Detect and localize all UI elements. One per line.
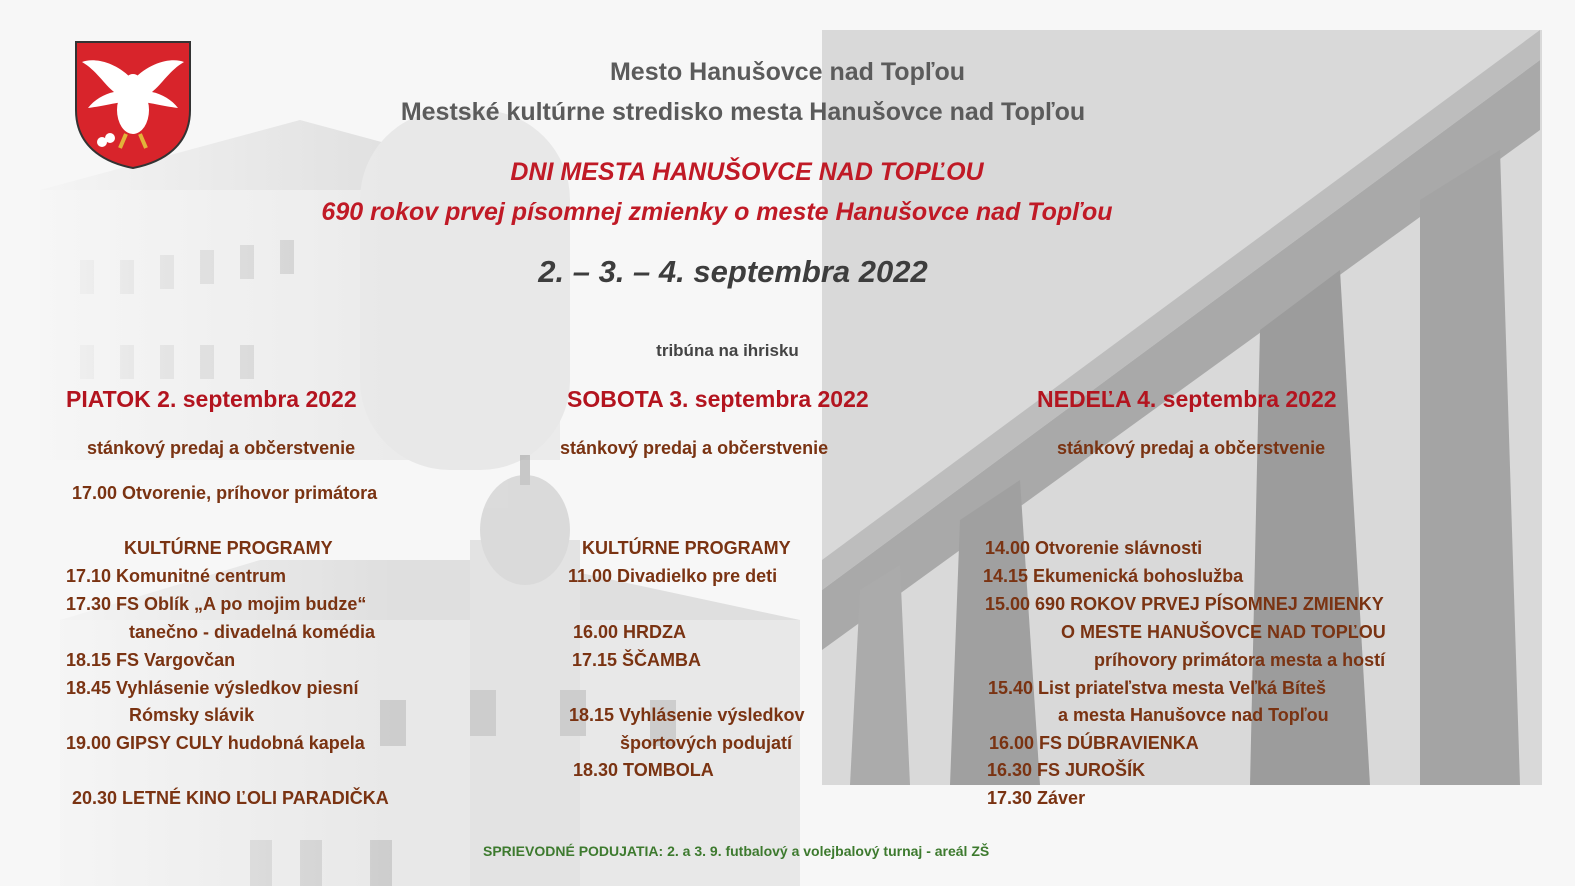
event-dates: 2. – 3. – 4. septembra 2022 bbox=[538, 254, 928, 289]
saturday-program-line: 18.30 TOMBOLA bbox=[573, 760, 714, 780]
saturday-stands: stánkový predaj a občerstvenie bbox=[560, 438, 829, 458]
friday-stands: stánkový predaj a občerstvenie bbox=[87, 438, 356, 458]
sunday-program-line: 15.00 690 ROKOV PRVEJ PÍSOMNEJ ZMIENKY bbox=[985, 594, 1384, 614]
friday-programs-heading: KULTÚRNE PROGRAMY bbox=[124, 538, 333, 558]
friday-program-line: Rómsky slávik bbox=[129, 705, 255, 725]
saturday-programs-heading: KULTÚRNE PROGRAMY bbox=[582, 538, 791, 558]
saturday-program-line: 18.15 Vyhlásenie výsledkov bbox=[569, 705, 805, 725]
saturday-program-line: 11.00 Divadielko pre deti bbox=[568, 566, 778, 586]
sunday-program-line: 16.00 FS DÚBRAVIENKA bbox=[989, 733, 1199, 753]
sunday-stands: stánkový predaj a občerstvenie bbox=[1057, 438, 1326, 458]
sunday-program-line: a mesta Hanušovce nad Topľou bbox=[1058, 705, 1329, 725]
friday-program-line: 17.30 FS Oblík „A po mojim budze“ bbox=[66, 594, 367, 614]
sunday-program-line: 16.30 FS JUROŠÍK bbox=[987, 760, 1146, 780]
sunday-program-line: 14.00 Otvorenie slávnosti bbox=[985, 538, 1203, 558]
sunday-program-line: O MESTE HANUŠOVCE NAD TOPĽOU bbox=[1061, 622, 1386, 642]
friday-program-line: 18.15 FS Vargovčan bbox=[66, 650, 236, 670]
saturday-program-line: 16.00 HRDZA bbox=[573, 622, 687, 642]
friday-program-line: 19.00 GIPSY CULY hudobná kapela bbox=[66, 733, 365, 753]
saturday-program-line: 17.15 ŠČAMBA bbox=[572, 650, 702, 670]
sunday-heading: NEDEĽA 4. septembra 2022 bbox=[1037, 386, 1337, 412]
friday-program-line: tanečno - divadelná komédia bbox=[129, 622, 376, 642]
sunday-program-line: 15.40 List priateľstva mesta Veľká Bíteš bbox=[988, 678, 1327, 698]
accompanying-events: SPRIEVODNÉ PODUJATIA: 2. a 3. 9. futbalový a volejbalový turnaj - areál ZŠ bbox=[483, 843, 990, 859]
saturday-heading: SOBOTA 3. septembra 2022 bbox=[567, 386, 869, 412]
event-title: DNI MESTA HANUŠOVCE NAD TOPĽOU bbox=[510, 158, 984, 186]
venue-label: tribúna na ihrisku bbox=[656, 341, 799, 360]
saturday-program-line: športových podujatí bbox=[620, 733, 793, 753]
sunday-program-line: 14.15 Ekumenická bohoslužba bbox=[983, 566, 1244, 586]
friday-program-line: 18.45 Vyhlásenie výsledkov piesní bbox=[66, 678, 359, 698]
friday-cinema: 20.30 LETNÉ KINO ĽOLI PARADIČKA bbox=[72, 788, 389, 808]
friday-heading: PIATOK 2. septembra 2022 bbox=[66, 386, 357, 412]
friday-program-line: 17.10 Komunitné centrum bbox=[66, 566, 287, 586]
friday-opening: 17.00 Otvorenie, príhovor primátora bbox=[72, 483, 378, 503]
org-line-1: Mesto Hanušovce nad Topľou bbox=[609, 58, 966, 86]
sunday-program-line: 17.30 Záver bbox=[987, 788, 1086, 808]
org-line-2: Mestské kultúrne stredisko mesta Hanušovce nad Topľou bbox=[400, 98, 1086, 126]
event-subtitle: 690 rokov prvej písomnej zmienky o meste Hanušovce nad Topľou bbox=[321, 198, 1113, 226]
sunday-program-line: príhovory primátora mesta a hostí bbox=[1094, 650, 1386, 670]
